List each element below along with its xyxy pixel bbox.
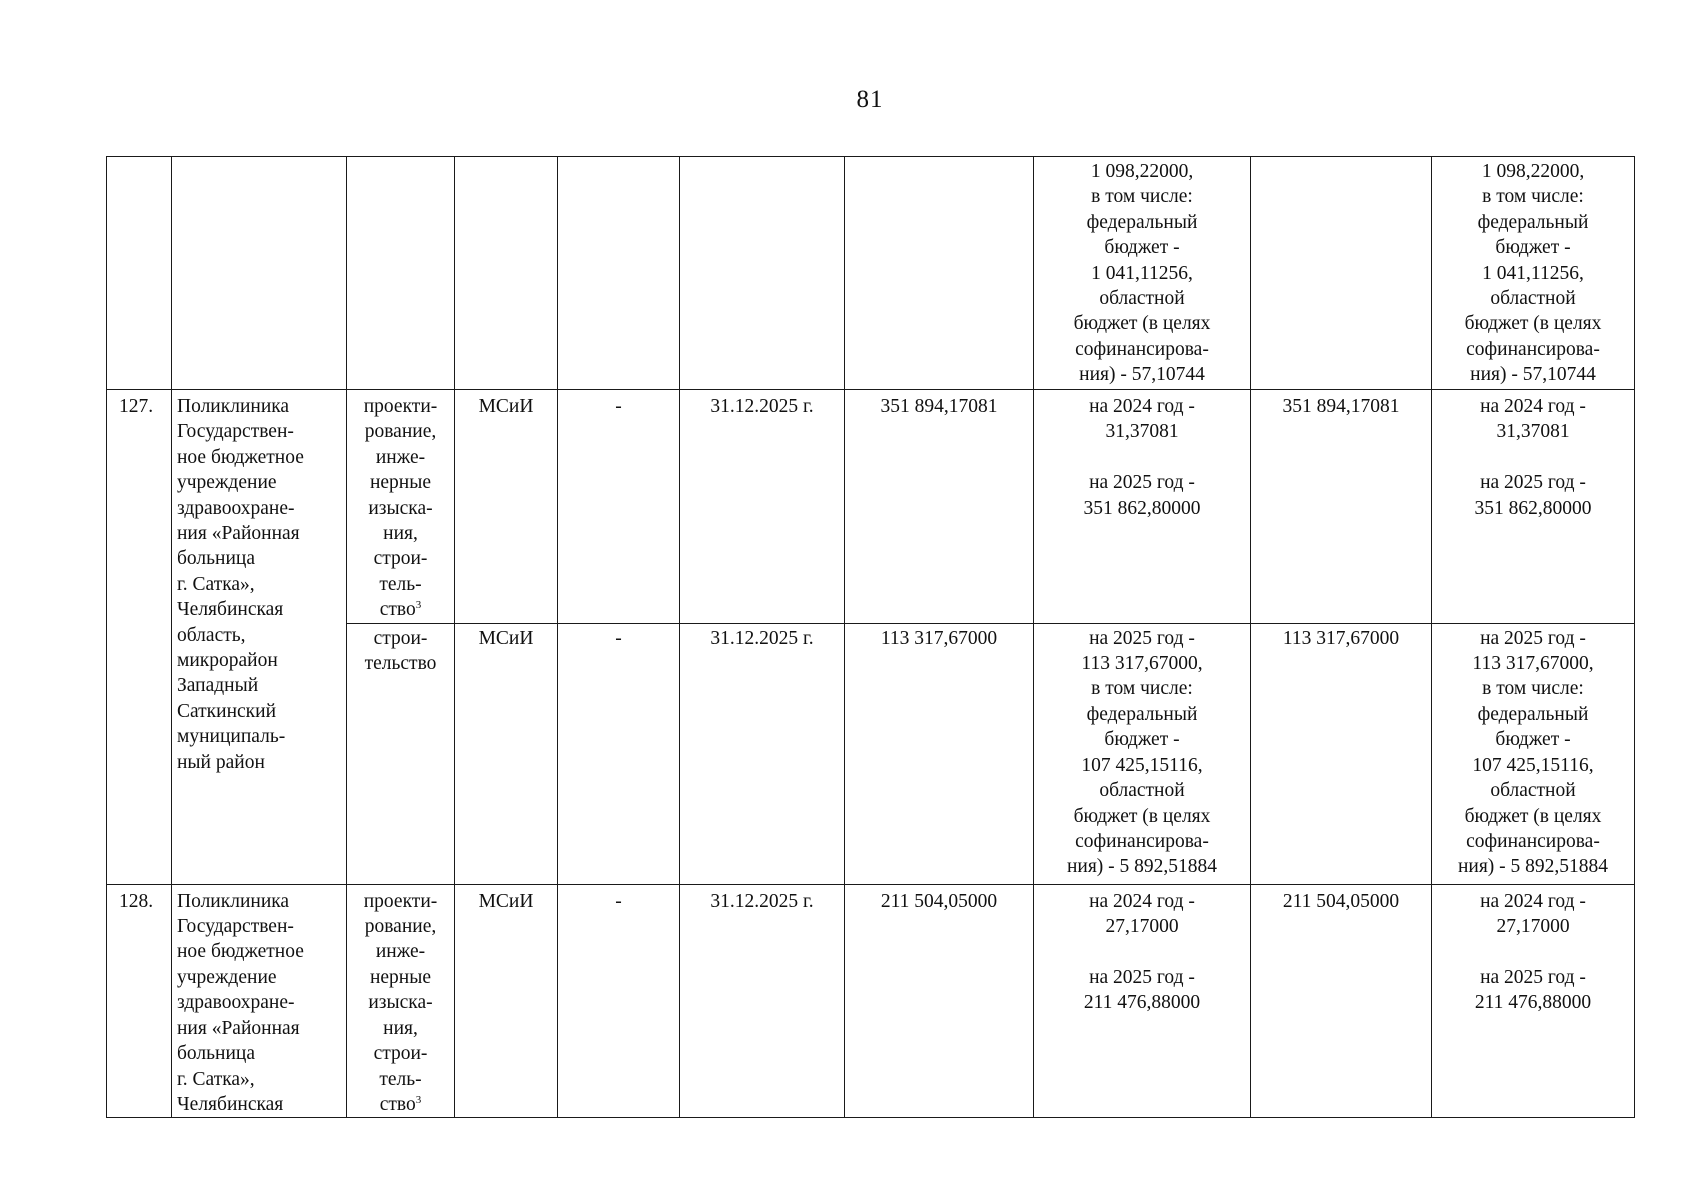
text-line: 211 476,88000 — [1083, 992, 1201, 1014]
text-line: ния, — [383, 1017, 418, 1039]
text-line: на 2024 год - — [1480, 396, 1586, 417]
text-line: строи- — [373, 627, 428, 649]
text-line: бюджет (в целях — [1073, 805, 1211, 827]
cell-work-type — [347, 623, 455, 884]
cell-estimated-cost: 113 317,67000 — [845, 623, 1034, 884]
text-line: микрорайон — [177, 650, 278, 672]
cell-planned-funding — [1034, 884, 1251, 1118]
cell-object-name — [172, 884, 347, 1118]
text-line: изыска- — [368, 497, 433, 519]
text-line: ный район — [177, 751, 265, 773]
text-line: инже- — [375, 446, 426, 468]
text-line: 1 098,22000, — [1090, 161, 1194, 182]
table-row — [107, 884, 1635, 1118]
text-fragment: ство — [379, 599, 416, 621]
text-line: 1 041,11256, — [1091, 262, 1193, 284]
text-line: федеральный — [1477, 211, 1589, 233]
text-line: федеральный — [1086, 211, 1198, 233]
text-line: рование, — [364, 916, 437, 938]
text-line: строи- — [373, 548, 428, 570]
text-line: в том числе: — [1482, 186, 1584, 208]
cell-capacity: - — [558, 623, 680, 884]
text-line: на 2025 год - — [1480, 966, 1586, 988]
cell-estimated-cost: 211 504,05000 — [845, 884, 1034, 1118]
cell-index: 128. — [107, 884, 172, 1118]
cell-planned-funding — [1034, 623, 1251, 884]
text-line: 351 862,80000 — [1083, 497, 1201, 519]
text-line: нерные — [369, 472, 432, 494]
continuation-row — [107, 157, 1635, 390]
text-line: Челябинская — [177, 599, 284, 621]
text-line: проекти- — [363, 396, 438, 417]
text-line: 27,17000 — [1496, 916, 1570, 938]
text-line: 31,37081 — [1105, 421, 1179, 443]
text-line: ния) - 57,10744 — [1079, 364, 1205, 386]
text-line: г. Сатка», — [177, 573, 255, 595]
text-line: бюджет (в целях — [1073, 313, 1211, 335]
cell-customer: МСиИ — [455, 884, 558, 1118]
text-line: областной — [1099, 780, 1185, 802]
text-line: ния «Районная — [177, 523, 300, 545]
text-line: в том числе: — [1091, 678, 1193, 700]
cell-approved-limit — [1251, 157, 1432, 390]
text-line: 1 041,11256, — [1482, 262, 1584, 284]
blank-line — [1437, 939, 1629, 964]
cell-work-type — [347, 884, 455, 1118]
text-line: ния) - 5 892,51884 — [1457, 856, 1609, 878]
text-line: на 2025 год - — [1480, 627, 1586, 649]
text-line: на 2025 год - — [1089, 966, 1195, 988]
text-line: 27,17000 — [1105, 916, 1179, 938]
text-line — [352, 1092, 449, 1117]
text-line: ное бюджетное — [177, 446, 304, 468]
cell-approved-funding — [1432, 884, 1635, 1118]
text-line: область, — [177, 624, 246, 646]
text-line: бюджет - — [1495, 729, 1571, 751]
footnote-mark: 3 — [415, 599, 422, 612]
text-line: в том числе: — [1482, 678, 1584, 700]
footnote-mark: 3 — [415, 1093, 422, 1106]
text-line: Челябинская — [177, 1093, 284, 1115]
text-line: ния, — [383, 523, 418, 545]
text-line: на 2025 год - — [1089, 472, 1195, 494]
cell-approved-funding — [1432, 390, 1635, 624]
text-line: бюджет - — [1104, 237, 1180, 259]
text-line: тель- — [379, 573, 422, 595]
cell-approved-funding — [1432, 157, 1635, 390]
cell-object-name — [172, 157, 347, 390]
investment-objects-table — [106, 156, 1635, 1118]
text-line: муниципаль- — [177, 726, 286, 748]
cell-deadline — [680, 157, 845, 390]
text-fragment: ство — [379, 1093, 416, 1115]
cell-index — [107, 157, 172, 390]
text-line: на 2024 год - — [1089, 890, 1195, 912]
text-line: нерные — [369, 966, 432, 988]
text-line: федеральный — [1086, 703, 1198, 725]
text-line: больница — [177, 1043, 255, 1065]
text-line: бюджет (в целях — [1464, 313, 1602, 335]
text-line: 113 317,67000, — [1472, 653, 1594, 675]
text-line: областной — [1490, 288, 1576, 310]
text-line: строи- — [373, 1043, 428, 1065]
cell-planned-funding — [1034, 390, 1251, 624]
cell-object-name — [172, 390, 347, 885]
text-line: на 2025 год - — [1089, 627, 1195, 649]
text-line: софинансирова- — [1466, 830, 1600, 852]
cell-work-type — [347, 390, 455, 624]
cell-index: 127. — [107, 390, 172, 885]
cell-capacity — [558, 157, 680, 390]
cell-work-type — [347, 157, 455, 390]
text-line: Поликлиника — [177, 890, 290, 912]
text-line: 31,37081 — [1496, 421, 1570, 443]
text-line: бюджет (в целях — [1464, 805, 1602, 827]
cell-planned-funding — [1034, 157, 1251, 390]
text-line: федеральный — [1477, 703, 1589, 725]
text-line: тель- — [379, 1068, 422, 1090]
cell-deadline: 31.12.2025 г. — [680, 884, 845, 1118]
text-line: учреждение — [177, 966, 277, 988]
text-line: изыска- — [368, 992, 433, 1014]
text-line: ния «Районная — [177, 1017, 300, 1039]
text-line: 113 317,67000, — [1081, 653, 1203, 675]
text-line: инже- — [375, 941, 426, 963]
text-line: на 2025 год - — [1480, 472, 1586, 494]
text-line: здравоохране- — [177, 992, 295, 1014]
page-number: 81 — [856, 86, 884, 113]
text-line: больница — [177, 548, 255, 570]
blank-line — [1039, 939, 1245, 964]
text-line: бюджет - — [1495, 237, 1571, 259]
cell-approved-limit: 113 317,67000 — [1251, 623, 1432, 884]
text-line: ния) - 5 892,51884 — [1066, 856, 1218, 878]
text-line: здравоохране- — [177, 497, 295, 519]
text-line: на 2024 год - — [1480, 890, 1586, 912]
text-line: софинансирова- — [1075, 830, 1209, 852]
text-line: ния) - 57,10744 — [1470, 364, 1596, 386]
cell-estimated-cost: 351 894,17081 — [845, 390, 1034, 624]
text-line: ное бюджетное — [177, 941, 304, 963]
cell-deadline: 31.12.2025 г. — [680, 390, 845, 624]
text-line: 211 476,88000 — [1474, 992, 1592, 1014]
text-line — [352, 597, 449, 622]
text-line: Западный — [177, 675, 259, 697]
text-line: г. Сатка», — [177, 1068, 255, 1090]
text-line: 107 425,15116, — [1081, 754, 1203, 776]
text-line: Поликлиника — [177, 396, 290, 417]
text-line: учреждение — [177, 472, 277, 494]
cell-capacity: - — [558, 884, 680, 1118]
cell-capacity: - — [558, 390, 680, 624]
text-line: Государствен- — [177, 421, 294, 443]
text-line: рование, — [364, 421, 437, 443]
cell-approved-limit: 211 504,05000 — [1251, 884, 1432, 1118]
text-line: 107 425,15116, — [1472, 754, 1594, 776]
text-line: бюджет - — [1104, 729, 1180, 751]
text-line: софинансирова- — [1466, 338, 1600, 360]
text-line: 1 098,22000, — [1481, 161, 1585, 182]
table-row — [107, 390, 1635, 624]
blank-line — [1039, 445, 1245, 470]
cell-estimated-cost — [845, 157, 1034, 390]
text-line: в том числе: — [1091, 186, 1193, 208]
text-line: 351 862,80000 — [1474, 497, 1592, 519]
blank-line — [1437, 445, 1629, 470]
text-line: софинансирова- — [1075, 338, 1209, 360]
cell-customer: МСиИ — [455, 623, 558, 884]
text-line: областной — [1490, 780, 1576, 802]
text-line: проекти- — [363, 890, 438, 912]
text-line: тельство — [364, 653, 437, 675]
cell-approved-limit: 351 894,17081 — [1251, 390, 1432, 624]
cell-customer: МСиИ — [455, 390, 558, 624]
text-line: Государствен- — [177, 916, 294, 938]
cell-customer — [455, 157, 558, 390]
cell-deadline: 31.12.2025 г. — [680, 623, 845, 884]
text-line: на 2024 год - — [1089, 396, 1195, 417]
cell-approved-funding — [1432, 623, 1635, 884]
text-line: областной — [1099, 288, 1185, 310]
text-line: Саткинский — [177, 700, 277, 722]
